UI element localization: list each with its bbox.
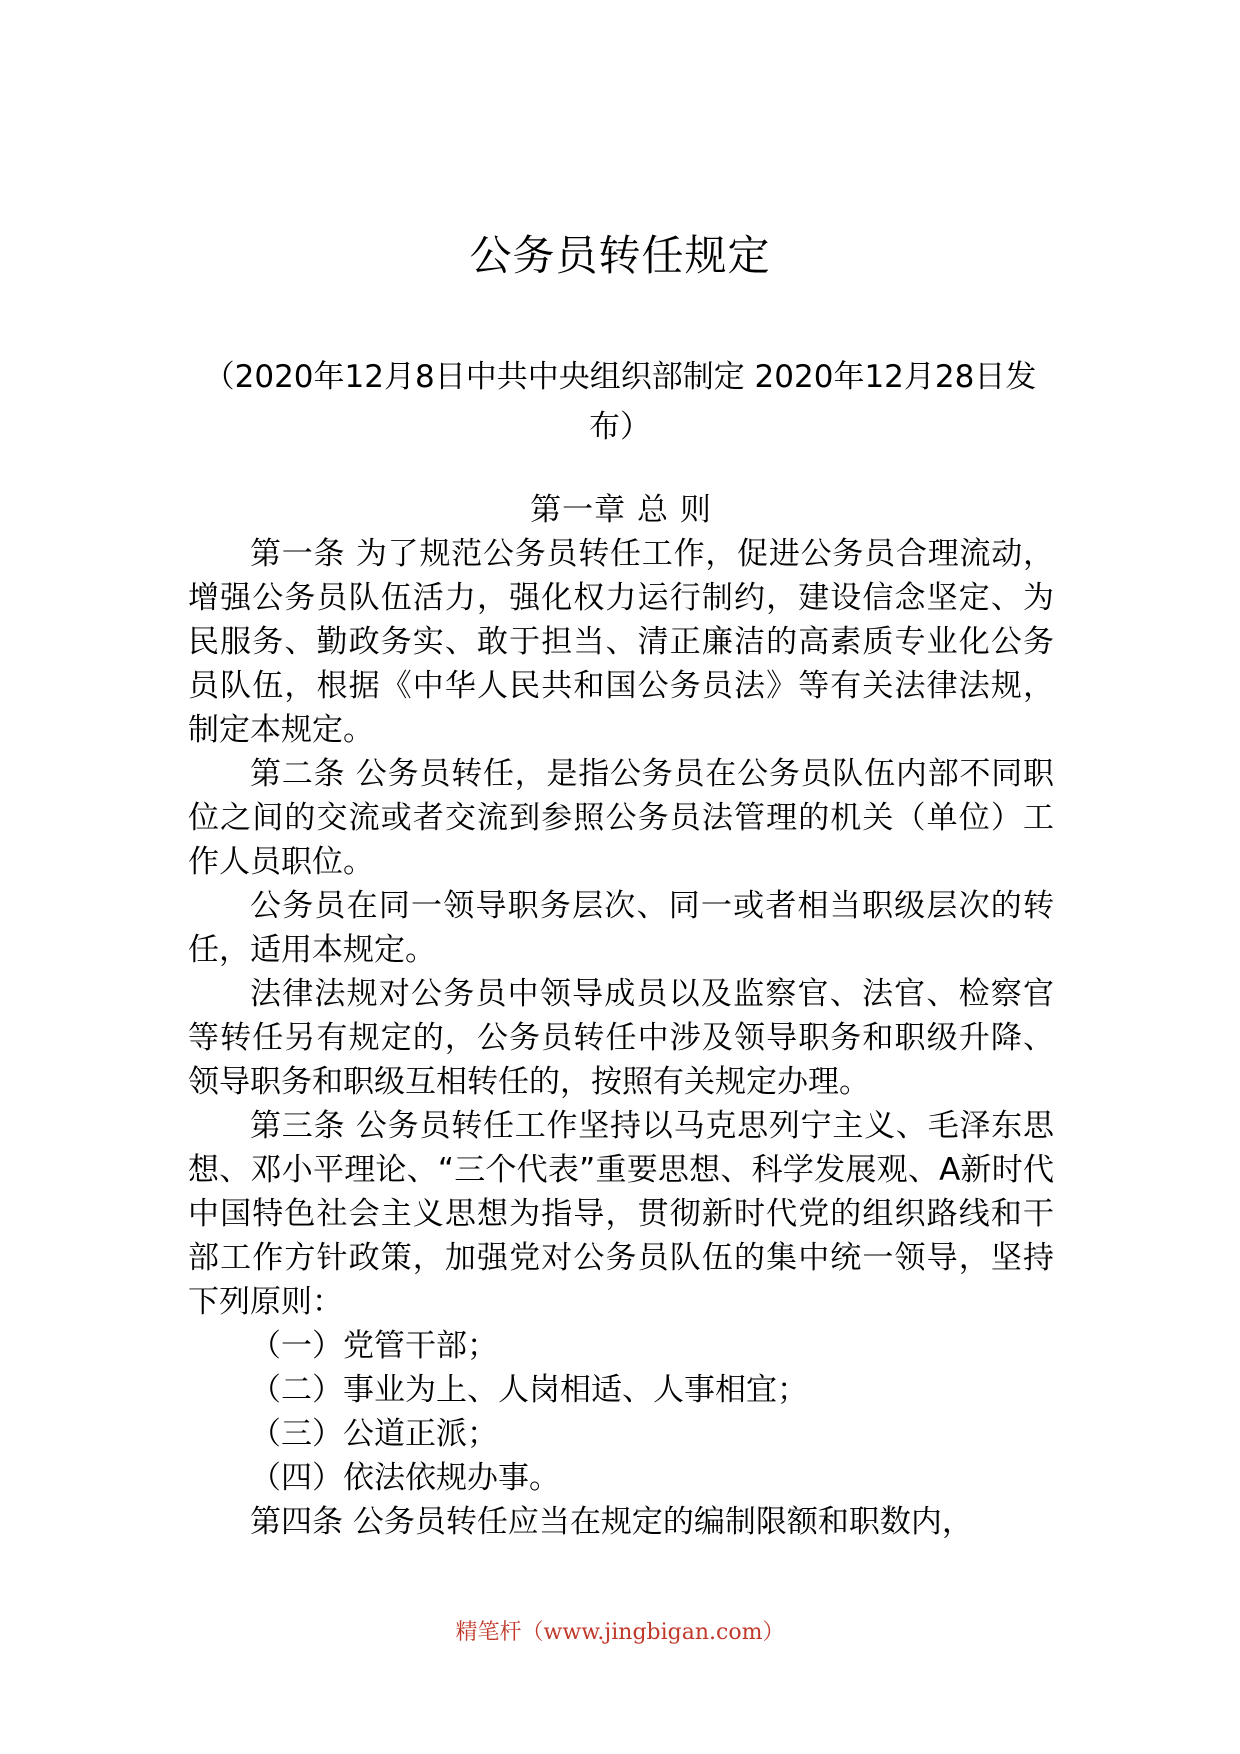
- document-subtitle: （2020年12月8日中共中央组织部制定 2020年12月28日发布）: [203, 359, 1037, 445]
- article-3: 第三条 公务员转任工作坚持以马克思列宁主义、毛泽东思想、邓小平理论、“三个代表”重要思想、科学发展观、A新时代中国特色社会主义思想为指导，贯彻新时代党的组织路线和干部工作方针政策，加强党对公务员队伍的集中统一领导，坚持下列原则：: [188, 1108, 1054, 1320]
- article-2-paragraph-2: 公务员在同一领导职务层次、同一或者相当职级层次的转任，适用本规定。: [188, 888, 1054, 968]
- article-4: 第四条 公务员转任应当在规定的编制限额和职数内，: [250, 1504, 973, 1540]
- list-item: （三）公道正派；: [250, 1416, 498, 1452]
- footer-watermark: 精笔杆（www.jingbigan.com）: [455, 1620, 785, 1645]
- article-1: 第一条 为了规范公务员转任工作，促进公务员合理流动，增强公务员队伍活力，强化权力运行制约，建设信念坚定、为民服务、勤政务实、敢于担当、清正廉洁的高素质专业化公务员队伍，根据《中华人民共和国公务员法》等有关法律法规，制定本规定。: [188, 536, 1054, 748]
- list-item: （二）事业为上、人岗相适、人事相宜；: [250, 1372, 808, 1408]
- article-2-paragraph-3: 法律法规对公务员中领导成员以及监察官、法官、检察官等转任另有规定的，公务员转任中涉及领导职务和职级升降、领导职务和职级互相转任的，按照有关规定办理。: [188, 976, 1054, 1100]
- chapter-heading: 第一章 总 则: [530, 492, 712, 528]
- document-title: 公务员转任规定: [469, 231, 771, 280]
- list-item: （四）依法依规办事。: [250, 1460, 560, 1496]
- list-item: （一）党管干部；: [250, 1328, 498, 1364]
- article-2: 第二条 公务员转任，是指公务员在公务员队伍内部不同职位之间的交流或者交流到参照公务员法管理的机关（单位）工作人员职位。: [188, 756, 1054, 880]
- document-body: [188, 488, 1054, 1544]
